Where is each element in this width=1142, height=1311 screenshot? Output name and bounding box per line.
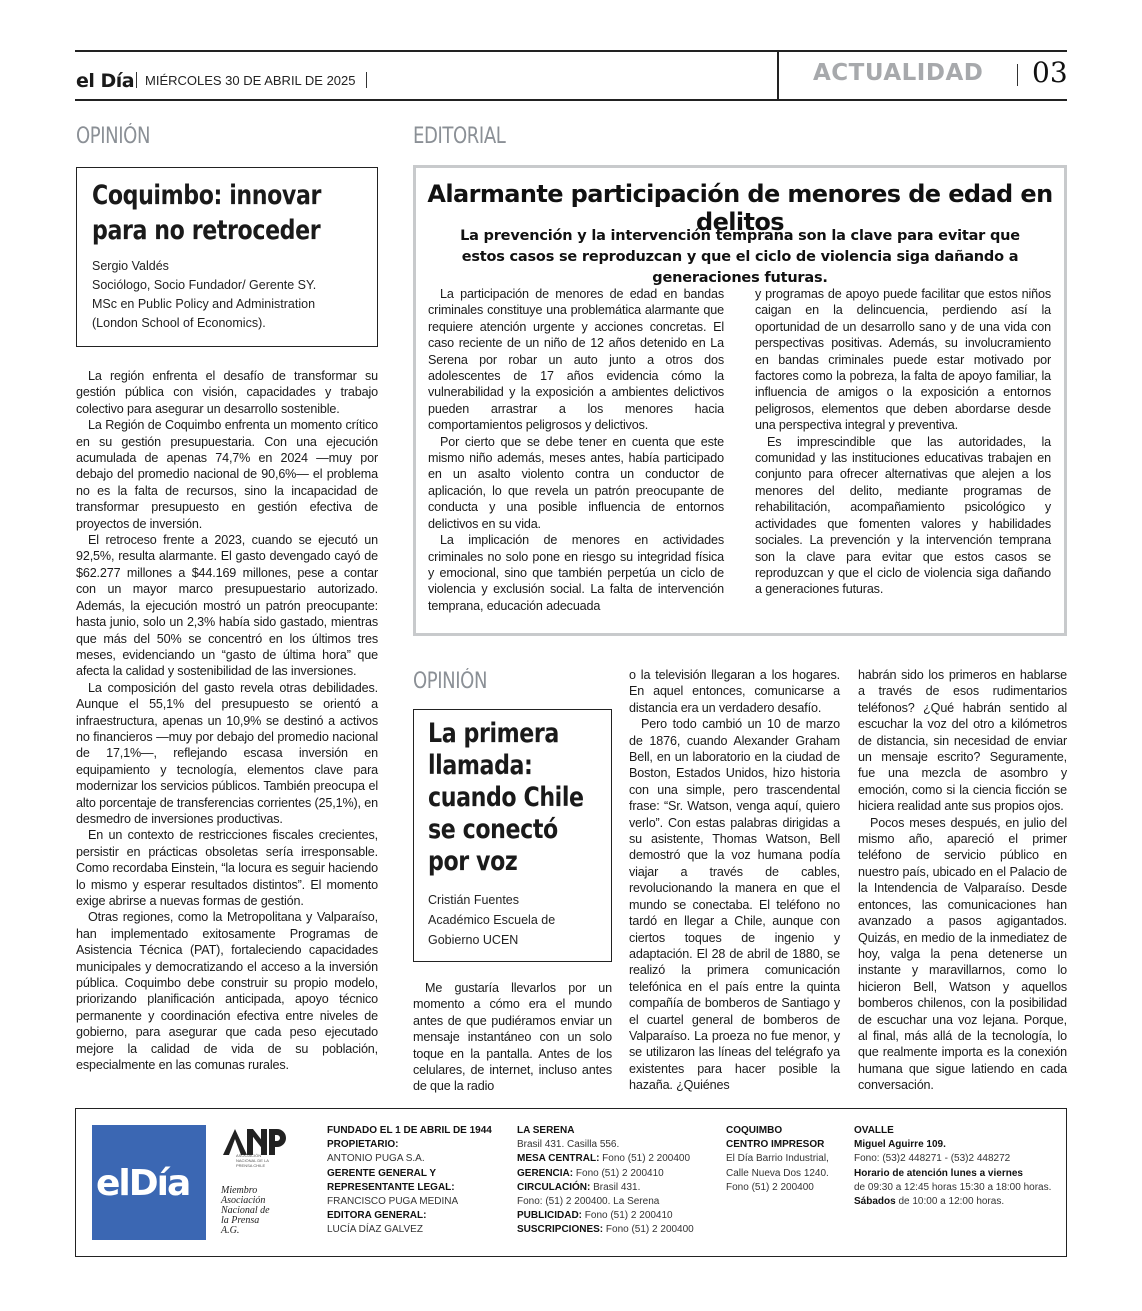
- footer-label: FUNDADO EL 1 DE ABRIL DE 1944: [327, 1125, 492, 1136]
- section-name: ACTUALIDAD: [813, 60, 984, 86]
- paragraph: La participación de menores de edad en bandas criminales constituye una problemática alarmante que requiere atención urgente y acciones concretas. El caso reciente de un niño de 12 años detenido en La Serena por robar un auto junto a otros dos adolescentes de 17 años evidencia cómo la vulnerabilidad y la exposición a ambientes delictivos pueden arrastrar a los menores hacia comportamientos peligrosos y delictivos.: [428, 287, 724, 433]
- footer-line: [854, 1167, 1051, 1181]
- member-line: A.G.: [221, 1225, 240, 1236]
- footer-line: [726, 1124, 829, 1138]
- footer-value: Fono (51) 2 200410: [573, 1167, 664, 1179]
- footer-line: [327, 1124, 492, 1138]
- opinion-body: [76, 368, 378, 1080]
- opinion2-column-3: [858, 667, 1067, 1093]
- footer-value: Fono: (53)2 448271 - (53)2 448272: [854, 1153, 1011, 1165]
- footer-value: Fono (51) 2 200410: [582, 1210, 673, 1222]
- opinion-author: [92, 257, 372, 333]
- footer-line: [726, 1152, 829, 1166]
- paragraph: La implicación de menores en actividades criminales no solo pone en riesgo su integridad física y emocional, sino que también perpetúa un ciclo de violencia y exclusión social. La falta de intervención temprana, educación adecuada: [428, 533, 724, 613]
- paragraph: La composición del gasto revela otras debilidades. Aunque el 55,1% del presupuesto se orientó a infraestructura, apenas un 10,9% se destinó a activos no financieros —muy por debajo del promedio nacional de 17,1%—, reflejando escasa inversión en equipamiento y tecnología, elementos clave para modernizar los servicios públicos. También preocupa el alto porcentaje de transferencias corrientes (25,1%), en desmedro de inversiones productivas.: [76, 680, 378, 826]
- footer-label: CENTRO IMPRESOR: [726, 1139, 825, 1151]
- section-separator: [1017, 64, 1018, 86]
- footer-label: MESA CENTRAL:: [517, 1153, 600, 1165]
- footer-line: [517, 1138, 694, 1152]
- footer-value: de 10:00 a 12:00 horas.: [895, 1196, 1005, 1208]
- footer-line: [517, 1152, 694, 1166]
- footer-line: [517, 1209, 694, 1223]
- footer-line: [726, 1167, 829, 1181]
- footer-value: de 09:30 a 12:45 horas 15:30 a 18:00 horas.: [854, 1181, 1052, 1193]
- footer-line: [327, 1138, 492, 1152]
- footer-value: FRANCISCO PUGA MEDINA: [327, 1196, 459, 1208]
- footer-line: [327, 1152, 492, 1166]
- anp-caption: ASOCIACIÓN NACIONAL DE LA PRENSA CHILE: [236, 1153, 269, 1168]
- footer-value: Fono (51) 2 200400: [603, 1224, 694, 1236]
- footer-line: [327, 1209, 492, 1223]
- author-role: (London School of Economics).: [92, 316, 266, 330]
- masthead-rule: [75, 99, 1067, 101]
- footer-line: [327, 1167, 492, 1181]
- author-role: Sociólogo, Socio Fundador/ Gerente SY.: [92, 278, 317, 292]
- footer-value: El Día Barrio Industrial,: [726, 1153, 829, 1165]
- author-role: Gobierno UCEN: [428, 933, 519, 947]
- footer-line: [854, 1181, 1051, 1195]
- paragraph: o la televisión llegaran a los hogares. En aquel entonces, comunicarse a distancia era un verdadero desafío.: [629, 668, 840, 715]
- footer-label: Miguel Aguirre 109.: [854, 1139, 946, 1151]
- footer-col-coquimbo: [726, 1124, 829, 1195]
- paragraph: El retroceso frente a 2023, cuando se ejecutó un 92,5%, resulta alarmante. El gasto devengado cayó de $62.277 millones a $44.169 millones, pese a contar con un mayor marco presupuestario autorizado. Además, la ejecución mostró un patrón preocupante: hasta junio, solo un 2,3% había sido gastado, mientras que más del 50% se concentró en los últimos tres meses, evidenciando un “gasto de última hora” que afecta la calidad y sostenibilidad de las inversiones.: [76, 533, 378, 679]
- member-line: Asociación: [221, 1195, 266, 1206]
- paragraph: habrán sido los primeros en hablarse a través de esos rudimentarios teléfonos? ¿Qué habrán sentido al escuchar la voz del otro a kilómetros de distancia, sin necesidad de enviar un mensaje escrito? Seguramente, fue una mezcla de asombro y emoción, como si la ciencia ficción se hiciera realidad ante sus propios ojos.: [858, 668, 1067, 814]
- footer-label: PUBLICIDAD:: [517, 1210, 582, 1222]
- footer-line: [854, 1138, 1051, 1152]
- paragraph: y programas de apoyo puede facilitar que estos niños caigan en la delincuencia, perdiendo así la oportunidad de un desarrollo sano y de una vida con perspectivas positivas. Además, su involucramiento en bandas criminales puede estar motivado por factores como la pobreza, la falta de apoyo familiar, la influencia de amigos o la exposición a entornos peligrosos, elementos que deben abordarse desde una perspectiva integral y preventiva.: [755, 287, 1051, 433]
- footer-line: [327, 1223, 492, 1237]
- anp-member-text: [221, 1186, 270, 1236]
- top-rule: [75, 50, 1067, 52]
- paragraph: La región enfrenta el desafío de transformar su gestión pública con visión, capacidades y trabajo colectivo para asegurar un desarrollo sostenible.: [76, 369, 378, 416]
- footer-line: [854, 1195, 1051, 1209]
- paragraph: Por cierto que se debe tener en cuenta que este mismo niño además, meses antes, había participado en un asalto violento contra un conductor de aplicación, lo que revela un patrón preocupante de conducta y una posible influencia de entornos delictivos en su vida.: [428, 434, 724, 531]
- footer-label: LA SERENA: [517, 1125, 575, 1136]
- footer-col-ovalle: [854, 1124, 1051, 1209]
- footer-line: [517, 1167, 694, 1181]
- footer-label: OVALLE: [854, 1125, 894, 1136]
- opinion-author: [428, 890, 608, 950]
- member-line: la Prensa: [221, 1215, 260, 1226]
- footer-label: Horario de atención lunes a viernes: [854, 1167, 1023, 1179]
- masthead-logo[interactable]: el Día: [76, 70, 135, 92]
- paragraph: En un contexto de restricciones fiscales crecientes, persistir en prácticas obsoletas sería irresponsable. Como recordaba Einstein, “la locura es seguir haciendo lo mismo y esperar resultados distintos”. El momento exige abrirse a nuevas formas de gestión.: [76, 828, 379, 908]
- footer-label: CIRCULACIÓN:: [517, 1181, 591, 1193]
- editorial-kicker: EDITORIAL: [413, 124, 506, 149]
- author-name: Cristián Fuentes: [428, 893, 520, 907]
- page-number: 03: [1032, 56, 1068, 89]
- footer-label: GERENTE GENERAL Y: [327, 1167, 437, 1179]
- footer-line: [517, 1124, 694, 1138]
- editorial-column-2: [755, 286, 1051, 626]
- editorial-column-1: [428, 286, 724, 626]
- opinion-title: La primera llamada: cuando Chile se conectó por voz: [428, 718, 584, 877]
- editorial-title: Alarmante participación de menores de edad en delitos: [427, 180, 1053, 236]
- member-line: Nacional de: [221, 1205, 270, 1216]
- eldia-logo[interactable]: elDía: [92, 1125, 206, 1240]
- footer-label: SUSCRIPCIONES:: [517, 1224, 604, 1236]
- footer-col-la-serena: [517, 1124, 694, 1238]
- footer-col-ownership: [327, 1124, 492, 1238]
- member-line: Miembro: [221, 1185, 258, 1196]
- footer-label: GERENCIA:: [517, 1167, 574, 1179]
- paragraph: Pero todo cambió un 10 de marzo de 1876, cuando Alexander Graham Bell, en un laboratorio en la ciudad de Boston, Estados Unidos, hizo historia con una simple, pero trascendental frase: “Sr. Watson, venga aquí, quiero verlo”. Con estas palabras dirigidas a su asistente, Thomas Watson, Bell demostró que la voz humana podía viajar a través de cables, revolucionando la manera en que el mundo se conectaba. El teléfono no tardó en llegar a Chile, aunque con ciertos toques de ingenio y adaptación. El 28 de abril de 1880, se realizó la primera comunicación telefónica en el país entre la quinta compañía de bomberos de Santiago y el cuartel general de bomberos de Valparaíso. La proeza no fue menor, y se utilizaron las líneas del telégrafo ya existentes para hacer posible la hazaña. ¿Quiénes: [629, 717, 840, 1093]
- footer-value: Calle Nueva Dos 1240.: [726, 1167, 829, 1179]
- masthead-separator: [366, 72, 367, 88]
- footer-line: [327, 1195, 492, 1209]
- masthead-separator: [136, 72, 137, 88]
- author-role: MSc en Public Policy and Administration: [92, 297, 316, 311]
- author-role: Académico Escuela de: [428, 913, 556, 927]
- footer-label: REPRESENTANTE LEGAL:: [327, 1181, 455, 1193]
- footer-value: ANTONIO PUGA S.A.: [327, 1153, 425, 1165]
- paragraph: Me gustaría llevarlos por un momento a cómo era el mundo antes de que pudiéramos enviar un mensaje instantáneo con un solo toque en la pantalla. Antes de los celulares, de internet, incluso antes de que la radio: [413, 981, 612, 1094]
- footer-label: COQUIMBO: [726, 1125, 783, 1136]
- footer-line: [854, 1124, 1051, 1138]
- opinion-kicker: OPINIÓN: [413, 669, 488, 694]
- footer-label: EDITORA GENERAL:: [327, 1210, 427, 1222]
- footer-value: Fono (51) 2 200400: [599, 1153, 691, 1165]
- paragraph: Otras regiones, como la Metropolitana y Valparaíso, han implementado exitosamente Programas de Asistencia Técnica (PAT), fortaleciendo capacidades municipales y democratizando el acceso a la inversión pública. Coquimbo debe construir su propio modelo, priorizando planificación anticipada, apoyo técnico permanente y coordinación efectiva entre niveles de gobierno, para asegurar que cada peso ejecutado mejore la calidad de vida de su población, especialmente en las comunas rurales.: [76, 910, 378, 1073]
- footer-value: Fono (51) 2 200400: [726, 1181, 814, 1193]
- masthead-divider: [777, 50, 779, 100]
- opinion2-column-2: [629, 667, 840, 1093]
- footer-value: Brasil 431.: [590, 1181, 641, 1193]
- footer-label: PROPIETARIO:: [327, 1139, 399, 1151]
- editorial-subtitle: La prevención y la intervención temprana son la clave para evitar que estos casos se reproduzcan y que el ciclo de violencia siga dañando a generaciones futuras.: [460, 228, 1020, 286]
- footer-line: [517, 1223, 694, 1237]
- footer-value: Brasil 431. Casilla 556.: [517, 1139, 620, 1151]
- footer-line: [517, 1181, 694, 1195]
- footer-value: LUCÍA DÍAZ GALVEZ: [327, 1224, 423, 1236]
- footer-line: [726, 1138, 829, 1152]
- footer-label: Sábados: [854, 1196, 896, 1208]
- footer-line: [854, 1152, 1051, 1166]
- footer-line: [327, 1181, 492, 1195]
- paragraph: Pocos meses después, en julio del mismo año, apareció el primer teléfono de servicio público en nuestro país, ubicado en el Palacio de la Intendencia de Valparaíso. Desde entonces, las comunicaciones han avanzado a pasos agigantados. Quizás, en medio de la inmediatez de hoy, valga la pena detenerse un instante y maravillarnos, como lo hicieron Bell, Watson y aquellos bomberos chilenos, con la posibilidad de escuchar una voz lejana. Porque, al final, más allá de la tecnología, lo que realmente importa es la conexión humana que sigue latiendo en cada conversación.: [858, 815, 1067, 1093]
- opinion2-column-1: [413, 980, 612, 1094]
- author-name: Sergio Valdés: [92, 259, 169, 273]
- footer-value: Fono: (51) 2 200400. La Serena: [517, 1196, 660, 1208]
- footer-line: [726, 1181, 829, 1195]
- footer-line: [517, 1195, 694, 1209]
- opinion-kicker: OPINIÓN: [76, 124, 151, 149]
- masthead-date: MIÉRCOLES 30 DE ABRIL DE 2025: [145, 73, 356, 88]
- paragraph: La Región de Coquimbo enfrenta un momento crítico en su gestión presupuestaria. Con una ejecución acumulada de apenas 74,7% en 2024 —muy por debajo del promedio nacional de 90,6%— el problema no es la falta de recursos, sino la incapacidad de transformar presupuesto en gestión efectiva de proyectos de inversión.: [76, 418, 378, 531]
- paragraph: Es imprescindible que las autoridades, la comunidad y las instituciones educativas trabajen en conjunto para ofrecer alternativas que alejen a los menores del delito, mediante programas de rehabilitación, acompañamiento psicológico y actividades que fomenten valores y habilidades sociales. La prevención y la intervención temprana son la clave para evitar que estos casos se reproduzcan y que el ciclo de violencia siga dañando a generaciones futuras.: [755, 434, 1051, 597]
- opinion-title: Coquimbo: innovar para no retroceder: [92, 180, 321, 246]
